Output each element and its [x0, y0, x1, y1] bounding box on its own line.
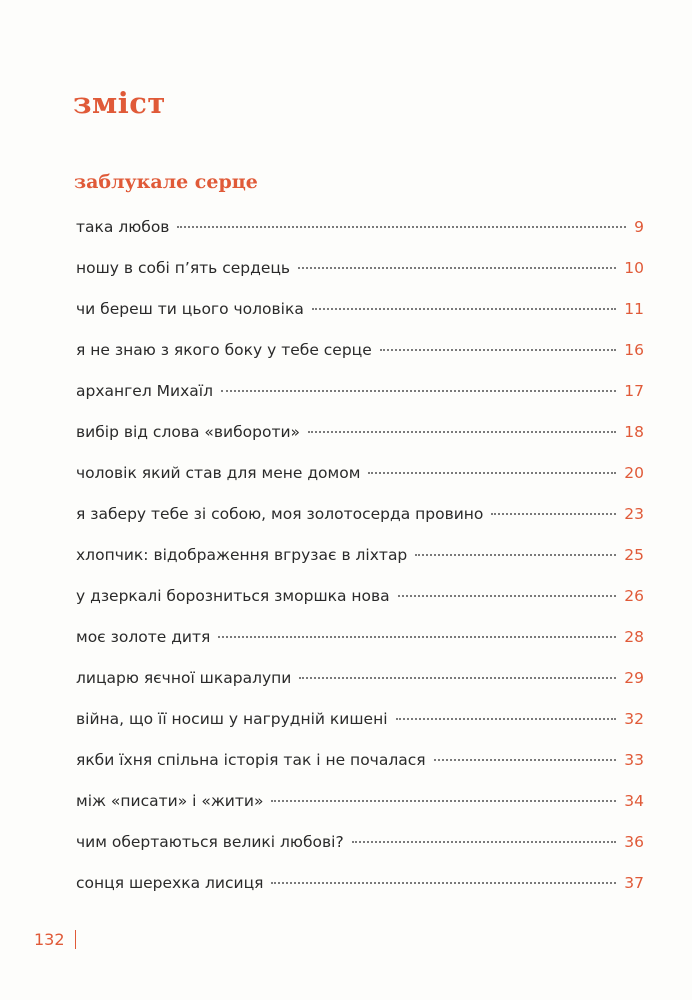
toc-entry — [76, 822, 644, 863]
dot-leader — [218, 636, 616, 638]
toc-entry-page-number: 18 — [624, 423, 644, 441]
dot-leader — [415, 554, 616, 556]
toc-entry-title: чоловік який став для мене домом — [76, 464, 361, 482]
toc-entry-page-number: 20 — [624, 464, 644, 482]
page-footer — [34, 930, 76, 949]
toc-entry — [76, 412, 644, 453]
toc-entry-page-number: 25 — [624, 546, 644, 564]
toc-entry-page-number: 37 — [624, 874, 644, 892]
toc-entry-title: моє золоте дитя — [76, 628, 211, 646]
toc-entry-title: така любов — [76, 218, 170, 236]
toc-entry — [76, 371, 644, 412]
toc-entry-page-number: 17 — [624, 382, 644, 400]
toc-entry-title: сонця шерехка лисиця — [76, 874, 264, 892]
toc-entry-page-number: 28 — [624, 628, 644, 646]
dot-leader — [271, 882, 616, 884]
toc-entry-title: хлопчик: відображення вгрузає в ліхтар — [76, 546, 408, 564]
toc-entry-page-number: 36 — [624, 833, 644, 851]
toc-entry — [76, 330, 644, 371]
toc-entry-page-number: 33 — [624, 751, 644, 769]
toc-entry — [76, 863, 644, 904]
dot-leader — [271, 800, 616, 802]
table-of-contents — [76, 207, 644, 904]
dot-leader — [368, 472, 616, 474]
toc-entry — [76, 781, 644, 822]
toc-entry-title: ношу в собі п’ять сердець — [76, 259, 291, 277]
dot-leader — [177, 226, 626, 228]
dot-leader — [434, 759, 617, 761]
dot-leader — [298, 267, 616, 269]
toc-entry-title: чи береш ти цього чоловіка — [76, 300, 304, 318]
toc-entry-title: я заберу тебе зі собою, моя золотосерда провино — [76, 505, 484, 523]
toc-entry-page-number: 10 — [624, 259, 644, 277]
dot-leader — [221, 390, 616, 392]
footer-divider — [75, 930, 77, 949]
page-number: 132 — [34, 930, 65, 949]
toc-entry-title: між «писати» і «жити» — [76, 792, 264, 810]
toc-entry — [76, 658, 644, 699]
toc-entry — [76, 617, 644, 658]
toc-entry — [76, 535, 644, 576]
dot-leader — [308, 431, 616, 433]
toc-entry-title: війна, що її носиш у нагрудній кишені — [76, 710, 388, 728]
toc-entry — [76, 699, 644, 740]
toc-entry-page-number: 26 — [624, 587, 644, 605]
toc-entry — [76, 289, 644, 330]
toc-entry — [76, 207, 644, 248]
dot-leader — [299, 677, 616, 679]
section-title: заблукале серце — [74, 171, 258, 193]
toc-entry-title: я не знаю з якого боку у тебе серце — [76, 341, 372, 359]
toc-entry — [76, 740, 644, 781]
toc-entry — [76, 494, 644, 535]
toc-entry — [76, 248, 644, 289]
toc-entry-title: якби їхня спільна історія так і не почалася — [76, 751, 426, 769]
dot-leader — [352, 841, 617, 843]
toc-entry-page-number: 23 — [624, 505, 644, 523]
toc-entry-title: чим обертаються великі любові? — [76, 833, 344, 851]
toc-entry-page-number: 29 — [624, 669, 644, 687]
page-title: зміст — [73, 86, 166, 120]
toc-entry-title: вибір від слова «вибороти» — [76, 423, 301, 441]
toc-entry-page-number: 16 — [624, 341, 644, 359]
dot-leader — [312, 308, 616, 310]
toc-entry-title: лицарю яєчної шкаралупи — [76, 669, 292, 687]
toc-entry-page-number: 11 — [624, 300, 644, 318]
toc-entry-page-number: 34 — [624, 792, 644, 810]
dot-leader — [491, 513, 616, 515]
toc-entry-page-number: 9 — [634, 218, 644, 236]
dot-leader — [396, 718, 617, 720]
toc-entry — [76, 576, 644, 617]
dot-leader — [398, 595, 617, 597]
toc-entry — [76, 453, 644, 494]
toc-entry-title: архангел Михаїл — [76, 382, 213, 400]
dot-leader — [380, 349, 617, 351]
toc-entry-title: у дзеркалі борозниться зморшка нова — [76, 587, 390, 605]
toc-entry-page-number: 32 — [624, 710, 644, 728]
